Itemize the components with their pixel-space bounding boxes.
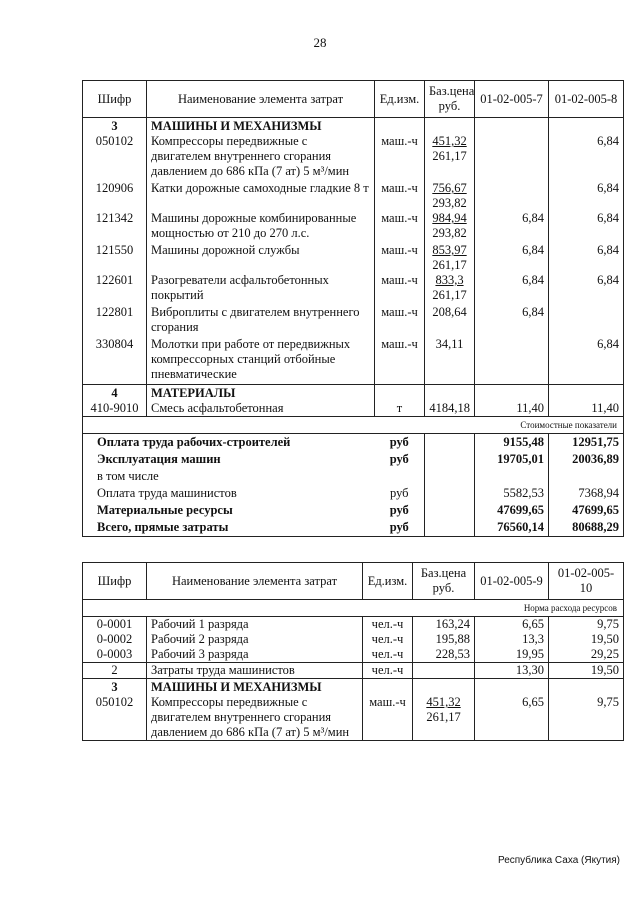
row-price (425, 181, 475, 211)
header-name: Наименование элемента затрат (147, 563, 363, 600)
row-price-wage: 261,17 (432, 258, 467, 272)
table-header (83, 563, 624, 600)
row-name: Рабочий 3 разряда (147, 647, 363, 663)
row-name: Катки дорожные самоходные гладкие 8 т (147, 181, 375, 211)
row-value-b: 9,75 (549, 617, 624, 633)
row-value-b: 6,84 (549, 134, 624, 181)
row-value-a (475, 337, 549, 385)
row-price (425, 134, 475, 181)
header-price: Баз.цена руб. (413, 563, 475, 600)
summary-name: Всего, прямые затраты (83, 519, 375, 537)
summary-value-b: 12951,75 (549, 434, 624, 452)
section-title: МАТЕРИАЛЫ (147, 385, 375, 402)
machine-value-a: 6,65 (475, 695, 549, 741)
row-price (425, 211, 475, 243)
section-row (83, 679, 624, 696)
norm-caption-row (83, 600, 624, 617)
row-price: 163,24 (413, 617, 475, 633)
row-price-total: 853,97 (432, 243, 467, 257)
table-row (83, 695, 624, 741)
table-row (83, 663, 624, 679)
summary-value-b: 7368,94 (549, 485, 624, 502)
section-row (83, 118, 624, 135)
row-value-a: 6,84 (475, 211, 549, 243)
material-value-b: 11,40 (549, 401, 624, 417)
row-code: 330804 (83, 337, 147, 385)
row-price-wage: 293,82 (432, 226, 467, 240)
row-code: 0-0002 (83, 632, 147, 647)
table-row (83, 305, 624, 337)
machine-code: 050102 (83, 695, 147, 741)
row-price-total: 984,94 (432, 211, 467, 225)
row-price-total: 756,67 (432, 181, 467, 195)
row-price-total: 34,11 (435, 337, 464, 351)
row-price: 195,88 (413, 632, 475, 647)
material-unit: т (375, 401, 425, 417)
table-row (83, 647, 624, 663)
summary-empty (425, 434, 475, 452)
row-price-wage: 293,82 (432, 196, 467, 210)
section-number: 4 (83, 385, 147, 402)
row-name: Молотки при работе от передвижных компрессорных станций отбойные пневматические (147, 337, 375, 385)
section-value-a: 13,30 (475, 663, 549, 679)
row-name: Машины дорожной службы (147, 243, 375, 273)
row-code: 122601 (83, 273, 147, 305)
machine-value-b: 9,75 (549, 695, 624, 741)
section-unit: чел.-ч (363, 663, 413, 679)
row-value-b: 6,84 (549, 211, 624, 243)
row-price-wage: 261,17 (432, 149, 467, 163)
row-value-b: 6,84 (549, 181, 624, 211)
summary-name: Оплата труда рабочих-строителей (83, 434, 375, 452)
table-row (83, 273, 624, 305)
row-code: 120906 (83, 181, 147, 211)
row-name: Компрессоры передвижные с двигателем внутреннего сгорания давлением до 686 кПа (7 ат) 5 м³/мин (147, 134, 375, 181)
summary-unit: руб (375, 434, 425, 452)
summary-name: Оплата труда машинистов (83, 485, 375, 502)
table-row (83, 401, 624, 417)
row-value-a: 19,95 (475, 647, 549, 663)
summary-empty (425, 502, 475, 519)
summary-unit (375, 468, 425, 485)
page-number: 28 (313, 35, 327, 50)
material-code: 410-9010 (83, 401, 147, 417)
summary-empty (425, 468, 475, 485)
machine-price-wage: 261,17 (426, 710, 461, 724)
header-price: Баз.цена руб. (425, 81, 475, 118)
summary-value-a: 76560,14 (475, 519, 549, 537)
row-price-total: 208,64 (432, 305, 467, 319)
row-unit: маш.-ч (375, 181, 425, 211)
summary-value-a: 9155,48 (475, 434, 549, 452)
section-row (83, 385, 624, 402)
summary-value-a: 47699,65 (475, 502, 549, 519)
row-code: 0-0003 (83, 647, 147, 663)
header-name: Наименование элемента затрат (147, 81, 375, 118)
summary-name: Эксплуатация машин (83, 451, 375, 468)
summary-value-b: 80688,29 (549, 519, 624, 537)
row-value-a: 6,65 (475, 617, 549, 633)
norm-caption: Норма расхода ресурсов (83, 600, 624, 617)
row-price-total: 451,32 (432, 134, 467, 148)
material-price: 4184,18 (425, 401, 475, 417)
row-value-a: 6,84 (475, 305, 549, 337)
row-value-a: 13,3 (475, 632, 549, 647)
row-price (425, 273, 475, 305)
cost-caption-row (83, 417, 624, 434)
cost-caption: Стоимостные показатели (83, 417, 624, 434)
header-code: Шифр (83, 563, 147, 600)
row-name: Машины дорожные комбинированные мощностью от 210 до 270 л.с. (147, 211, 375, 243)
row-name: Разогреватели асфальтобетонных покрытий (147, 273, 375, 305)
summary-value-a: 19705,01 (475, 451, 549, 468)
row-unit: чел.-ч (363, 632, 413, 647)
summary-value-b: 20036,89 (549, 451, 624, 468)
table-row (83, 134, 624, 181)
row-value-a: 6,84 (475, 273, 549, 305)
header-unit: Ед.изм. (363, 563, 413, 600)
summary-empty (425, 485, 475, 502)
row-unit: маш.-ч (375, 134, 425, 181)
row-name: Рабочий 1 разряда (147, 617, 363, 633)
header-unit: Ед.изм. (375, 81, 425, 118)
section-number: 2 (83, 663, 147, 679)
row-value-b: 6,84 (549, 337, 624, 385)
summary-name: в том числе (83, 468, 375, 485)
row-code: 0-0001 (83, 617, 147, 633)
summary-unit: руб (375, 485, 425, 502)
machine-unit: маш.-ч (363, 695, 413, 741)
summary-row (83, 485, 624, 502)
row-price (425, 337, 475, 385)
summary-value-b: 47699,65 (549, 502, 624, 519)
summary-unit: руб (375, 519, 425, 537)
header-col-a: 01-02-005-9 (475, 563, 549, 600)
table-row (83, 632, 624, 647)
row-value-b: 6,84 (549, 243, 624, 273)
row-code: 122801 (83, 305, 147, 337)
row-value-b: 29,25 (549, 647, 624, 663)
row-unit: маш.-ч (375, 273, 425, 305)
material-name: Смесь асфальтобетонная (147, 401, 375, 417)
section-title: МАШИНЫ И МЕХАНИЗМЫ (147, 679, 363, 696)
summary-row (83, 451, 624, 468)
row-value-b (549, 305, 624, 337)
cost-table-2 (82, 562, 624, 741)
footer-region: Республика Саха (Якутия) (497, 855, 620, 866)
section-value-b: 19,50 (549, 663, 624, 679)
row-unit: чел.-ч (363, 617, 413, 633)
table-row (83, 211, 624, 243)
summary-row (83, 502, 624, 519)
row-name: Виброплиты с двигателем внутреннего сгорания (147, 305, 375, 337)
header-code: Шифр (83, 81, 147, 118)
table-row (83, 243, 624, 273)
summary-row (83, 434, 624, 452)
summary-row (83, 519, 624, 537)
summary-name: Материальные ресурсы (83, 502, 375, 519)
row-value-a: 6,84 (475, 243, 549, 273)
summary-empty (425, 519, 475, 537)
table-row (83, 181, 624, 211)
section-number: 3 (83, 118, 147, 135)
section-number: 3 (83, 679, 147, 696)
summary-unit: руб (375, 451, 425, 468)
summary-value-a (475, 468, 549, 485)
table-header (83, 81, 624, 118)
row-value-a (475, 134, 549, 181)
row-name: Рабочий 2 разряда (147, 632, 363, 647)
row-value-b: 6,84 (549, 273, 624, 305)
row-unit: маш.-ч (375, 211, 425, 243)
cost-table-1 (82, 80, 624, 537)
row-code: 050102 (83, 134, 147, 181)
header-col-a: 01-02-005-7 (475, 81, 549, 118)
machine-price: 451,32 (426, 695, 461, 709)
row-unit: маш.-ч (375, 305, 425, 337)
row-price (425, 243, 475, 273)
table-row (83, 337, 624, 385)
row-price-wage: 261,17 (432, 288, 467, 302)
summary-unit: руб (375, 502, 425, 519)
summary-row (83, 468, 624, 485)
row-price (425, 305, 475, 337)
summary-value-b (549, 468, 624, 485)
section-name: Затраты труда машинистов (147, 663, 363, 679)
row-value-a (475, 181, 549, 211)
row-unit: чел.-ч (363, 647, 413, 663)
header-col-b: 01-02-005-10 (549, 563, 624, 600)
summary-empty (425, 451, 475, 468)
section-title: МАШИНЫ И МЕХАНИЗМЫ (147, 118, 375, 135)
row-unit: маш.-ч (375, 337, 425, 385)
material-value-a: 11,40 (475, 401, 549, 417)
summary-value-a: 5582,53 (475, 485, 549, 502)
row-code: 121342 (83, 211, 147, 243)
row-price: 228,53 (413, 647, 475, 663)
row-price-total: 833,3 (435, 273, 464, 287)
row-unit: маш.-ч (375, 243, 425, 273)
table-row (83, 617, 624, 633)
machine-name: Компрессоры передвижные с двигателем внутреннего сгорания давлением до 686 кПа (7 ат) 5 м³/мин (147, 695, 363, 741)
row-code: 121550 (83, 243, 147, 273)
header-col-b: 01-02-005-8 (549, 81, 624, 118)
row-value-b: 19,50 (549, 632, 624, 647)
